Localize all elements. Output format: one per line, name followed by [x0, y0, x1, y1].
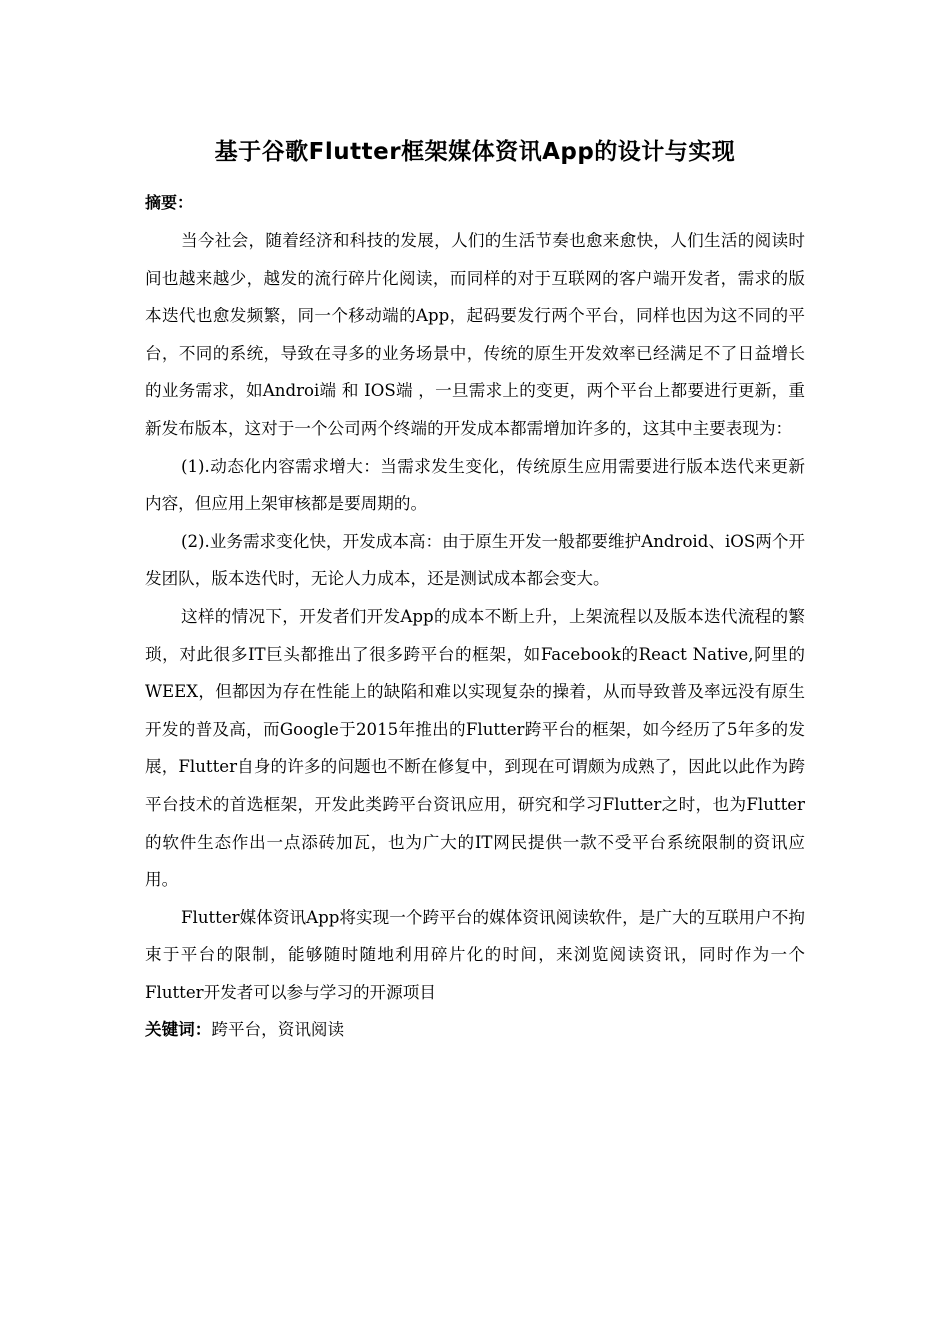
keywords-line: [145, 1011, 805, 1049]
paper-title: 基于谷歌Flutter框架媒体资讯App的设计与实现: [214, 139, 736, 165]
abstract-label: 摘要：: [145, 193, 194, 212]
keywords-label: 关键词：: [145, 1020, 212, 1040]
keywords-value: 跨平台，资讯阅读: [211, 1020, 345, 1040]
abstract-paragraph-3: (2).业务需求变化快，开发成本高：由于原生开发一般都要维护Android、iOS两个开发团队，版本迭代时，无论人力成本，还是测试成本都会变大。: [145, 531, 806, 589]
abstract-paragraph-2: (1).动态化内容需求增大：当需求发生变化，传统原生应用需要进行版本迭代来更新内容，但应用上架审核都是要周期的。: [145, 456, 805, 514]
abstract-paragraph-1: 当今社会，随着经济和科技的发展，人们的生活节奏也愈来愈快，人们生活的阅读时间也越来越少，越发的流行碎片化阅读，而同样的对于互联网的客户端开发者，需求的版本迭代也愈发频繁，同一个移动端的App，起码要发行两个平台，同样也因为这不同的平台，不同的系统，导致在寻多的业务场景中，传统的原生开发效率已经满足不了日益增长的业务需求，如Androi端 和 IOS端 ，一旦需求上的变更，两个平台上都要进行更新，重新发布版本，这对于一个公司两个终端的开发成本都需增加许多的，这其中主要表现为：: [145, 231, 805, 438]
abstract-paragraph-5: Flutter媒体资讯App将实现一个跨平台的媒体资讯阅读软件，是广大的互联用户不拘束于平台的限制，能够随时随地利用碎片化的时间，来浏览阅读资讯，同时作为一个Flutter开发者可以参与学习的开源项目: [145, 907, 805, 1002]
abstract-paragraph-4: 这样的情况下，开发者们开发App的成本不断上升，上架流程以及版本迭代流程的繁琐，对此很多IT巨头都推出了很多跨平台的框架，如Facebook的React Native,阿里的WEEX，但都因为存在性能上的缺陷和难以实现复杂的操着，从而导致普及率远没有原生开发的普及高，而Google于2015年推出的Flutter跨平台的框架，如今经历了5年多的发展，Flutter自身的许多的问题也不断在修复中，到现在可谓颇为成熟了，因此以此作为跨平台技术的首选框架，开发此类跨平台资讯应用，研究和学习Flutter之时，也为Flutter的软件生态作出一点添砖加瓦，也为广大的IT网民提供一款不受平台系统限制的资讯应用。: [145, 606, 805, 890]
abstract-section: [145, 188, 805, 1049]
